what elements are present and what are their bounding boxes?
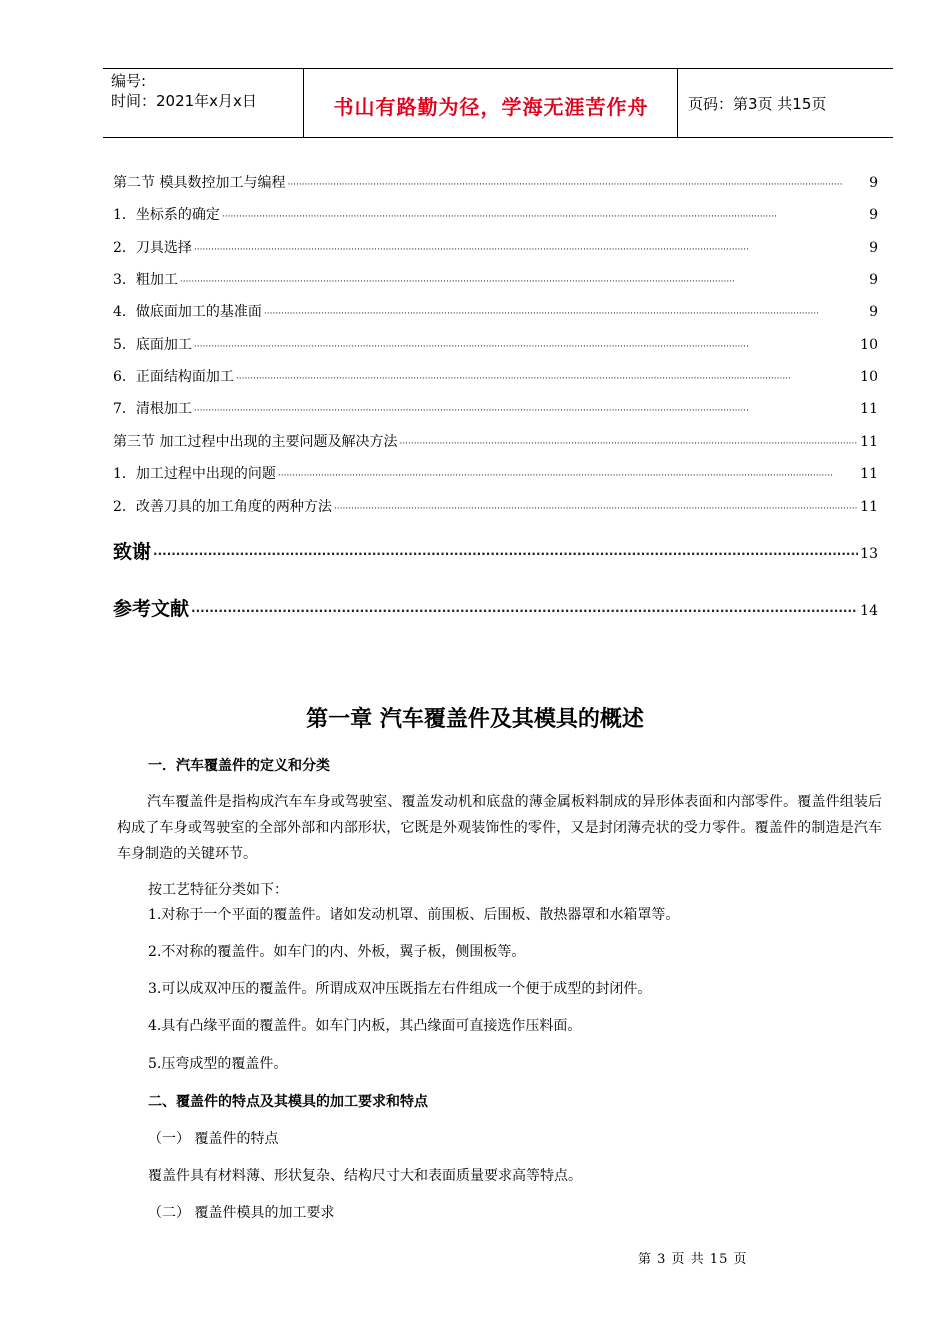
section-title: 一．汽车覆盖件的定义和分类 [148, 758, 330, 774]
toc-entry[interactable] [113, 496, 878, 516]
toc-page: 10 [860, 337, 878, 353]
page-footer: 第 3 页 共 15 页 [638, 1252, 748, 1267]
toc-entry[interactable] [113, 398, 878, 418]
toc-page: 9 [869, 240, 878, 256]
toc-page: 9 [869, 272, 878, 288]
toc-leader [191, 604, 858, 618]
toc-page: 14 [860, 603, 878, 619]
toc-leader [278, 471, 858, 481]
toc-label: 第二节 模具数控加工与编程 [113, 175, 286, 191]
list-item: 5.压弯成型的覆盖件。 [148, 1056, 288, 1072]
code-label: 编号: [111, 72, 147, 90]
toc-label: 参考文献 [113, 598, 190, 620]
toc-page: 9 [869, 304, 878, 320]
toc-page: 9 [869, 175, 878, 191]
toc-page: 11 [860, 466, 878, 482]
classify-intro: 按工艺特征分类如下： [148, 882, 288, 898]
section-title: 二、覆盖件的特点及其模具的加工要求和特点 [148, 1094, 428, 1110]
toc-label: 7．清根加工 [113, 401, 192, 417]
page-header [103, 68, 893, 138]
toc-label: 2．刀具选择 [113, 240, 192, 256]
toc-entry[interactable] [113, 237, 878, 257]
toc-page: 10 [860, 369, 878, 385]
toc-label: 致谢 [113, 541, 152, 563]
toc-page: 11 [860, 499, 878, 515]
toc-label: 4．做底面加工的基准面 [113, 304, 262, 320]
list-item: 3.可以成双冲压的覆盖件。所谓成双冲压既指左右件组成一个便于成型的封闭件。 [148, 981, 652, 997]
list-item: 2.不对称的覆盖件。如车门的内、外板，翼子板，侧围板等。 [148, 944, 526, 960]
toc-page: 11 [860, 434, 878, 450]
toc-leader [264, 309, 867, 319]
toc-label: 1．坐标系的确定 [113, 207, 220, 223]
toc-leader [287, 180, 867, 190]
toc-leader [194, 245, 867, 255]
list-item: 1.对称于一个平面的覆盖件。诸如发动机罩、前围板、后围板、散热器罩和水箱罩等。 [148, 907, 680, 923]
body-line: 覆盖件具有材料薄、形状复杂、结构尺寸大和表面质量要求高等特点。 [148, 1168, 582, 1184]
toc-entry[interactable] [113, 269, 878, 289]
toc-label: 5．底面加工 [113, 337, 192, 353]
toc-leader [153, 547, 858, 561]
toc-entry[interactable] [113, 463, 878, 483]
toc-entry[interactable] [113, 366, 878, 386]
toc-label: 3．粗加工 [113, 272, 178, 288]
toc-leader [180, 277, 867, 287]
toc-entry[interactable] [113, 172, 878, 192]
header-motto: 书山有路勤为径，学海无涯苦作舟 [333, 95, 649, 119]
toc-label: 2．改善刀具的加工角度的两种方法 [113, 499, 332, 515]
toc-major-entry[interactable] [113, 537, 878, 565]
header-page-info: 页码：第3页 共15页 [688, 95, 827, 113]
toc-label: 第三节 加工过程中出现的主要问题及解决方法 [113, 434, 398, 450]
toc-entry[interactable] [113, 431, 878, 451]
toc-label: 1．加工过程中出现的问题 [113, 466, 276, 482]
toc-leader [194, 342, 858, 352]
toc-label: 6．正面结构面加工 [113, 369, 234, 385]
toc-page: 11 [860, 401, 878, 417]
chapter-title: 第一章 汽车覆盖件及其模具的概述 [306, 707, 644, 732]
subsection-title: （一） 覆盖件的特点 [148, 1131, 279, 1147]
toc-page: 13 [860, 546, 878, 562]
toc-leader [236, 374, 858, 384]
toc-major-entry[interactable] [113, 594, 878, 622]
toc-entry[interactable] [113, 334, 878, 354]
toc-leader [399, 439, 858, 449]
toc-entry[interactable] [113, 301, 878, 321]
toc-leader [222, 212, 867, 222]
list-item: 4.具有凸缘平面的覆盖件。如车门内板，其凸缘面可直接选作压料面。 [148, 1018, 582, 1034]
body-paragraph: 汽车覆盖件是指构成汽车车身或驾驶室、覆盖发动机和底盘的薄金属板料制成的异形体表面和内部零件。覆盖件组装后构成了车身或驾驶室的全部外部和内部形状，它既是外观装饰性的零件，又是封闭薄壳状的受力零件。覆盖件的制造是汽车车身制造的关键环节。 [117, 794, 882, 862]
toc-page: 9 [869, 207, 878, 223]
time-label: 时间：2021年x月x日 [111, 92, 257, 110]
subsection-title: （二） 覆盖件模具的加工要求 [148, 1205, 335, 1221]
toc-entry[interactable] [113, 204, 878, 224]
toc-leader [334, 504, 858, 514]
header-meta [111, 71, 257, 111]
toc-leader [194, 406, 858, 416]
